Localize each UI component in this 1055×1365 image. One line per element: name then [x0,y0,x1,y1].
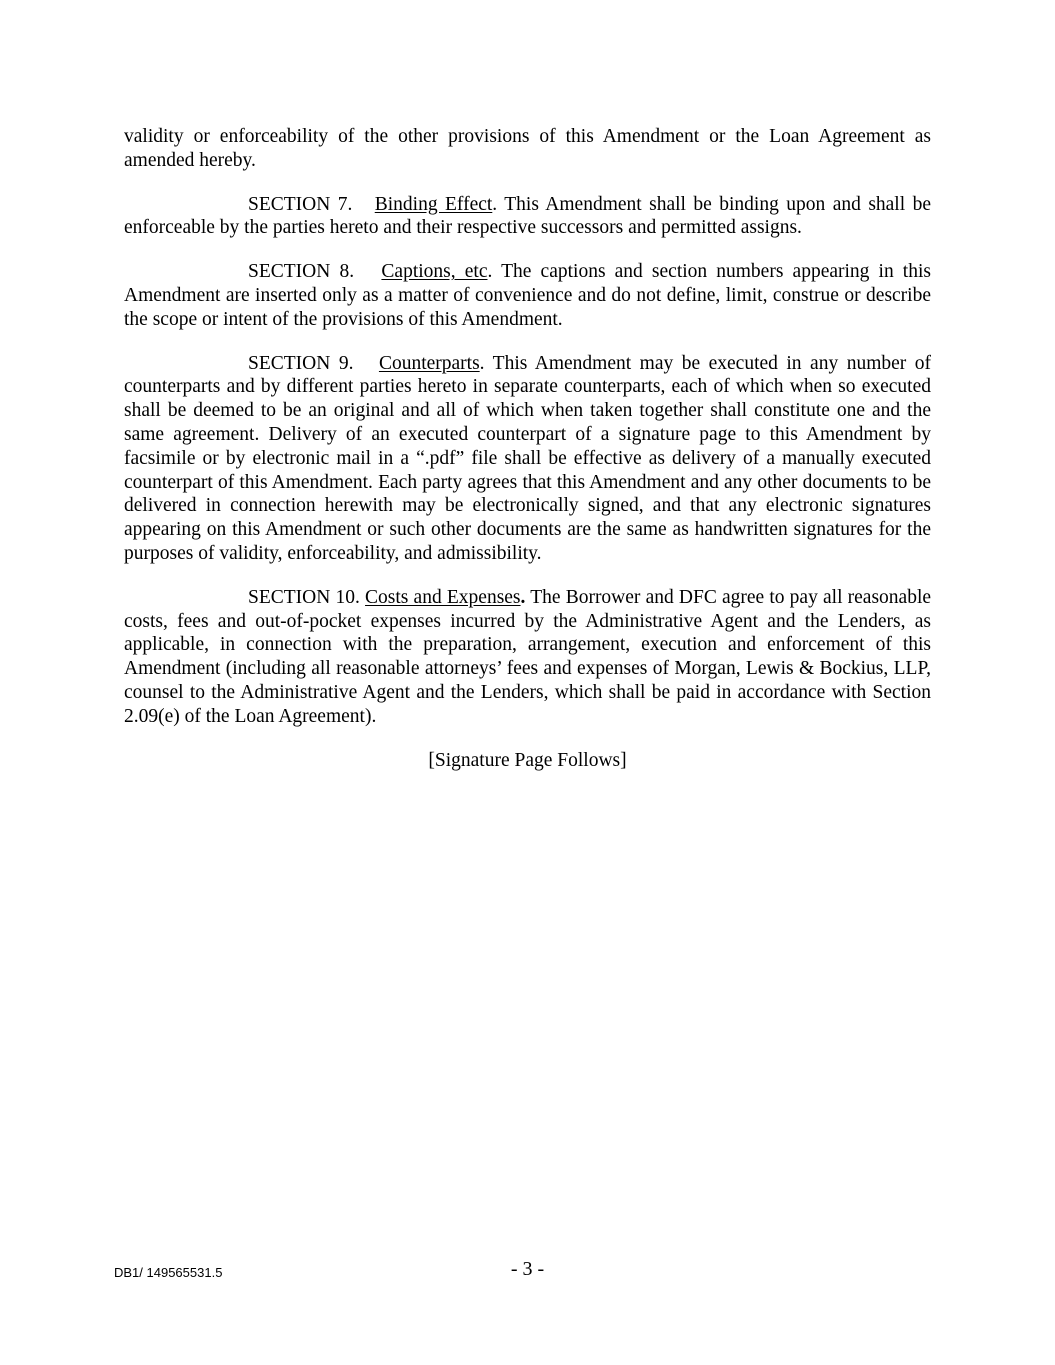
section-7-number: SECTION 7. [248,193,353,215]
section-8-title: Captions, etc [381,261,488,283]
section-10-number: SECTION 10. [248,586,360,608]
section-10-bold-period: . [520,586,526,608]
section-9-title: Counterparts [378,352,480,374]
section-9-text: . This Amendment may be executed in any number of counterparts and by different parties hereto in separate counterparts, each of which when so executed shall be deemed to be an original and all of which when taken together shall constitute one and the same agreement. Delivery of an executed counterpart of a signature page to this Amendment by facsimile or by electronic mail in a “.pdf” file shall be effective as delivery of a manually executed counterpart of this Amendment. Each party agrees that this Amendment and any other documents to be delivered in connection herewith may be electronically signed, and that any electronic signatures appearing on this Amendment or such other documents are the same as handwritten signatures for the purposes of validity, enforceability, and admissibility. [124,352,931,564]
signature-page-follows: [Signature Page Follows] [428,749,627,771]
opening-paragraph: validity or enforceability of the other provisions of this Amendment or the Loan Agreement as amended hereby. [124,126,931,171]
section-8-number: SECTION 8. [248,261,355,283]
section-7-title: Binding Effect [374,193,493,215]
section-10-paragraph [124,586,931,729]
section-10-text: The Borrower and DFC agree to pay all reasonable costs, fees and out-of-pocket expenses incurred by the Administrative Agent and the Lenders, as applicable, in connection with the preparation, arrangement, execution and enforcement of this Amendment (including all reasonable attorneys’ fees and expenses of Morgan, Lewis & Bockius, LLP, counsel to the Administrative Agent and the Lenders, which shall be paid in accordance with Section 2.09(e) of the Loan Agreement). [124,586,932,727]
section-9-number: SECTION 9. [248,352,354,374]
section-7-paragraph [124,193,931,241]
section-7-text: . This Amendment shall be binding upon and shall be enforceable by the parties hereto and their respective successors and permitted assigns. [124,193,931,239]
page-number: - 3 - [510,1258,545,1280]
body-text [124,125,931,792]
section-8-text: . The captions and section numbers appearing in this Amendment are inserted only as a matter of convenience and do not define, limit, construe or describe the scope or intent of the provisions of this Amendment. [124,261,931,330]
section-10-title: Costs and Expenses [365,586,521,608]
document-id: DB1/ 149565531.5 [114,1265,223,1280]
section-8-paragraph [124,260,931,331]
section-9-paragraph [124,352,931,566]
